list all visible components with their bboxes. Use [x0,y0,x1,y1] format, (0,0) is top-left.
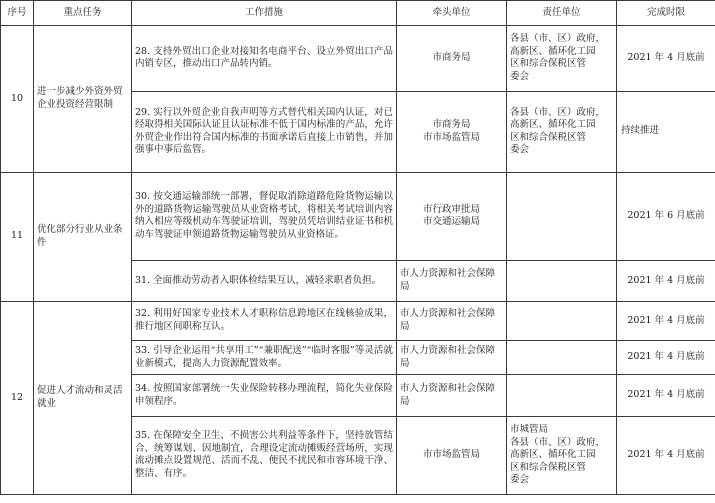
table-row [1,301,715,341]
lead-unit: 市人力资源和社会保障局 [397,375,507,417]
row-number: 12 [1,301,34,494]
task-name: 促进人才流动和灵活就业 [34,301,132,494]
lead-unit-line: 市行政审批局 [422,203,480,215]
measure-text: 33. 引导企业运用“共享用工”“兼职配送”“临时客服”等灵活就业新模式，提高人力资源配置效率。 [132,341,397,375]
header-task: 重点任务 [34,1,132,26]
responsible-unit [507,375,617,417]
responsible-unit-line: 高新区、循环化工园 [510,45,596,57]
header-row [1,1,715,26]
responsible-unit [507,301,617,341]
task-name: 优化部分行业从业条件 [34,172,132,301]
responsible-unit-line: 高新区、循环化工园 [510,449,596,461]
lead-unit: 市人力资源和社会保障局 [397,261,507,302]
measure-text: 34. 按照国家部署统一失业保险转移办理流程，简化失业保险申领程序。 [132,375,397,417]
measure-text: 31. 全面推动劳动者入职体检结果互认，减轻求职者负担。 [132,261,397,302]
table-row [1,26,715,92]
lead-unit-line: 市商务局 [432,52,471,63]
lead-unit [397,91,507,172]
deadline: 2021 年 6 月底前 [617,172,715,260]
table-row [1,172,715,260]
lead-unit: 市人力资源和社会保障局 [397,341,507,375]
row-number: 11 [1,172,34,301]
responsible-unit-line: 市城管局 [510,424,549,436]
responsible-unit-line: 委会 [510,70,530,82]
lead-unit [397,172,507,260]
header-lead: 牵头单位 [397,1,507,26]
lead-unit: 市市场监管局 [397,416,507,494]
deadline: 2021 年 4 月底前 [617,341,715,375]
measure-text: 35. 在保障安全卫生、不损害公共利益等条件下，坚持放管结合、统筹谋划、因地制宜，合理设定流动摊贩经营场所，实现流动摊点设置规范、活而不乱、便民不扰民和市容环境干净、整洁、有序。 [132,416,397,494]
responsible-unit-line: 各县（市、区）政府， [510,436,606,448]
responsible-unit [507,261,617,302]
responsible-unit-line: 区和综合保税区管 [510,131,587,143]
responsible-unit [507,172,617,260]
responsible-unit-line: 区和综合保税区管 [510,461,587,473]
header-no: 序号 [1,1,34,26]
header-resp: 责任单位 [507,1,617,26]
deadline: 2021 年 4 月底前 [617,26,715,92]
row-number: 10 [1,26,34,173]
responsible-unit-line: 委会 [510,474,530,486]
responsible-unit [507,26,617,92]
lead-unit-line: 市市场监管局 [422,131,480,143]
responsible-unit [507,416,617,494]
deadline: 2021 年 4 月底前 [617,416,715,494]
measure-text: 29. 实行以外贸企业自我声明等方式替代相关国内认证，对已经取得相关国际认证且认证标准不低于国内标准的产品，允许外贸企业作出符合国内标准的书面承诺后直接上市销售，并加强事中事后监管。 [132,91,397,172]
responsible-unit [507,341,617,375]
responsible-unit-line: 委会 [510,144,530,156]
responsible-unit [507,91,617,172]
deadline: 持续推进 [617,91,715,172]
lead-unit: 市人力资源和社会保障局 [397,301,507,341]
task-name: 进一步减少外资外贸企业投资经营限制 [34,26,132,173]
measure-text: 32. 利用好国家专业技术人才职称信息跨地区在线核验成果，推行地区间职称互认。 [132,301,397,341]
deadline: 2021 年 4 月底前 [617,261,715,302]
measure-text: 28. 支持外贸出口企业对接知名电商平台、设立外贸出口产品内销专区，推动出口产品转内销。 [132,26,397,92]
deadline: 2021 年 4 月底前 [617,301,715,341]
measure-text: 30. 按交通运输部统一部署，督促取消除道路危险货物运输以外的道路货物运输驾驶员从业资格考试，将相关考试培训内容纳入相应等级机动车驾驶证培训，驾驶员凭培训结业证书和机动车驾驶证申领道路货物运输驾驶员从业资格证。 [132,172,397,260]
deadline: 2021 年 4 月底前 [617,375,715,417]
responsible-unit-line: 区和综合保税区管 [510,58,587,70]
responsible-unit-line: 各县（市、区）政府， [510,33,606,45]
lead-unit-line: 市商务局 [432,119,471,131]
header-deadline: 完成时限 [617,1,715,26]
responsible-unit-line: 各县（市、区）政府， [510,106,606,118]
lead-unit [397,26,507,92]
responsible-unit-line: 高新区、循环化工园 [510,119,596,131]
header-measure: 工作措施 [132,1,397,26]
lead-unit-line: 市交通运输局 [422,216,480,228]
